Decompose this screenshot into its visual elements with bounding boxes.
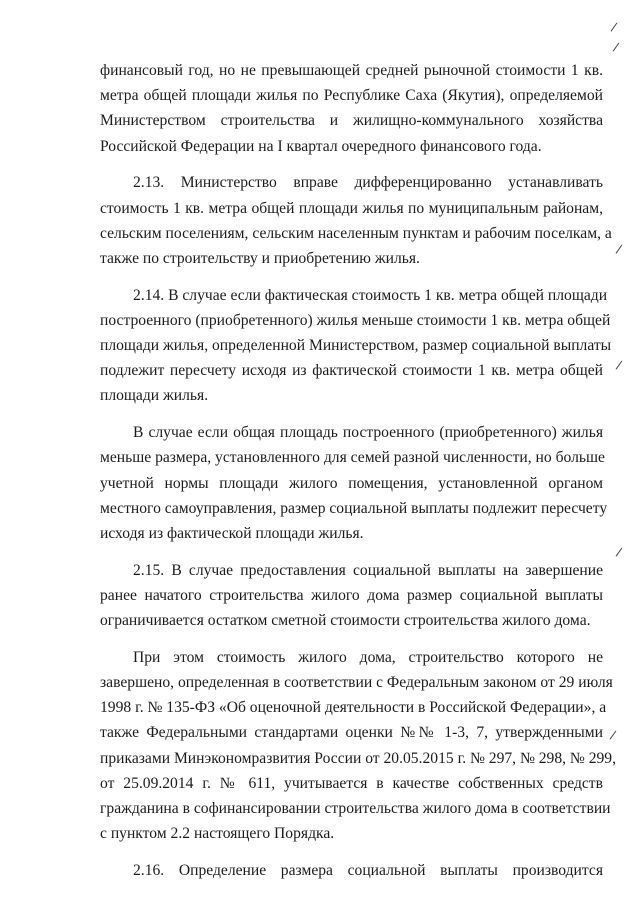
text-line: площади жилья.	[100, 387, 209, 405]
document-body	[100, 58, 617, 895]
margin-mark-3: /	[614, 241, 624, 257]
margin-mark-2: /	[611, 39, 621, 55]
text-line: от 25.09.2014 г. № 611, учитывается в качестве собственных средств	[100, 774, 603, 792]
margin-mark-6: /	[608, 727, 618, 743]
text-line: 1998 г. № 135-ФЗ «Об оценочной деятельности в Российской Федерации», а	[100, 699, 607, 717]
paragraph-p4	[100, 420, 608, 546]
paragraph-p5	[100, 558, 603, 634]
text-line: меньше размера, установленного для семей разной численности, но больше	[100, 449, 605, 467]
text-line: также по строительству и приобретению жилья.	[100, 249, 420, 267]
paragraph-p1	[100, 58, 603, 159]
text-line: 2.15. В случае предоставления социальной выплаты на завершение	[133, 561, 603, 579]
paragraph-p7	[100, 858, 603, 883]
margin-mark-1: /	[609, 19, 619, 35]
text-line: площади жилья, определенной Министерством, размер социальной выплаты	[100, 337, 612, 355]
margin-mark-4: /	[614, 357, 624, 373]
text-line: завершено, определенная в соответствии с Федеральным законом от 29 июля	[100, 673, 613, 691]
text-line: ограничивается остатком сметной стоимости строительства жилого дома.	[100, 612, 591, 630]
text-line: с пунктом 2.2 настоящего Порядка.	[100, 825, 335, 843]
text-line: сельским поселениям, сельским населенным пунктам и рабочим поселкам, а	[100, 224, 612, 242]
text-line: При этом стоимость жилого дома, строительство которого не	[133, 648, 603, 666]
text-line: построенного (приобретенного) жилья меньше стоимости 1 кв. метра общей	[100, 311, 611, 329]
text-line: стоимость 1 кв. метра общей площади жилья по муниципальным районам,	[100, 199, 603, 217]
text-line: местного самоуправления, размер социальной выплаты подлежит пересчету	[100, 499, 608, 517]
margin-mark-5: /	[614, 544, 624, 560]
paragraph-p3	[100, 283, 612, 409]
text-line: 2.16. Определение размера социальной выплаты производится	[133, 861, 603, 879]
text-line: ранее начатого строительства жилого дома размер социальной выплаты	[100, 586, 603, 604]
text-line: финансовый год, но не превышающей средней рыночной стоимости 1 кв.	[100, 62, 603, 79]
text-line: Министерством строительства и жилищно-коммунального хозяйства	[100, 112, 603, 130]
text-line: 2.14. В случае если фактическая стоимость 1 кв. метра общей площади	[133, 286, 608, 304]
text-line: подлежит пересчету исходя из фактической стоимости 1 кв. метра общей	[100, 362, 603, 380]
text-line: учетной нормы площади жилого помещения, установленной органом	[100, 474, 603, 492]
text-line: 2.13. Министерство вправе дифференцированно устанавливать	[133, 174, 603, 192]
paragraph-p2	[100, 170, 612, 271]
text-line: В случае если общая площадь построенного (приобретенного) жилья	[133, 424, 603, 442]
text-line: исходя из фактической площади жилья.	[100, 524, 364, 542]
text-line: гражданина в софинансировании строительства жилого дома в соответствии	[100, 799, 611, 817]
text-line: метра общей площади жилья по Республике Саха (Якутия), определяемой	[100, 87, 603, 105]
text-line: приказами Минэкономразвития России от 20.05.2015 г. № 297, № 298, № 299,	[100, 749, 617, 767]
text-line: Российской Федерации на I квартал очередного финансового года.	[100, 137, 542, 155]
text-line: также Федеральными стандартами оценки №№ 1-3, 7, утвержденными	[100, 724, 603, 742]
paragraph-p6	[100, 645, 617, 847]
